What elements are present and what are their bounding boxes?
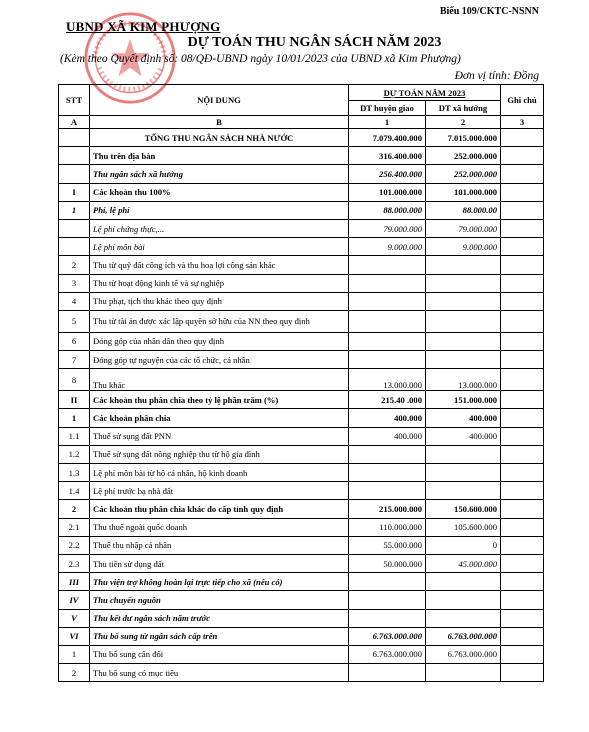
table-row xyxy=(59,554,544,572)
row-commune-estimate: 101.000.000 xyxy=(426,183,501,201)
row-note xyxy=(501,482,544,500)
row-commune-estimate: 6.763.000.000 xyxy=(426,627,501,645)
row-district-estimate: 316.400.000 xyxy=(349,147,426,165)
row-district-estimate xyxy=(349,351,426,369)
row-district-estimate: 400.000 xyxy=(349,427,426,445)
document-title: DỰ TOÁN THU NGÂN SÁCH NĂM 2023 xyxy=(187,35,442,50)
row-district-estimate xyxy=(349,274,426,292)
row-note xyxy=(501,165,544,183)
row-content: TỔNG THU NGÂN SÁCH NHÀ NƯỚC xyxy=(90,129,349,147)
row-stt: 8 xyxy=(59,369,90,391)
row-stt xyxy=(59,165,90,183)
row-content: Lệ phí môn bài từ hộ cá nhân, hộ kinh doanh xyxy=(90,464,349,482)
row-content: Lệ phí chứng thực,... xyxy=(90,219,349,237)
row-stt: 1.1 xyxy=(59,427,90,445)
table-row xyxy=(59,427,544,445)
row-note xyxy=(501,391,544,409)
row-district-estimate xyxy=(349,256,426,274)
table-row xyxy=(59,573,544,591)
row-commune-estimate xyxy=(426,351,501,369)
row-district-estimate: 6.763.000.000 xyxy=(349,645,426,663)
row-content: Thuế sử sụng đất nông nghiệp thu từ hộ gia đình xyxy=(90,445,349,463)
row-note xyxy=(501,351,544,369)
row-commune-estimate: 79.000.000 xyxy=(426,219,501,237)
table-row xyxy=(59,219,544,237)
col-note-header: Ghi chú xyxy=(501,85,544,116)
index-3: 3 xyxy=(501,116,544,129)
row-note xyxy=(501,238,544,256)
row-district-estimate xyxy=(349,445,426,463)
row-note xyxy=(501,445,544,463)
row-content: Thu từ hoạt động kinh tế và sự nghiệp xyxy=(90,274,349,292)
row-content: Các khoản thu phân chia khác do cấp tỉnh quy định xyxy=(90,500,349,518)
organization-name: UBND XÃ KIM PHƯỢNG xyxy=(66,19,221,34)
row-note xyxy=(501,183,544,201)
table-row xyxy=(59,500,544,518)
row-note xyxy=(501,500,544,518)
row-commune-estimate: 252.000.000 xyxy=(426,147,501,165)
row-content: Thu viện trợ không hoàn lại trực tiếp cho xã (nếu có) xyxy=(90,573,349,591)
table-row xyxy=(59,445,544,463)
table-row xyxy=(59,292,544,310)
row-note xyxy=(501,573,544,591)
row-note xyxy=(501,554,544,572)
table-row xyxy=(59,310,544,332)
row-district-estimate: 215.40 .000 xyxy=(349,391,426,409)
table-row xyxy=(59,609,544,627)
row-district-estimate: 50.000.000 xyxy=(349,554,426,572)
row-commune-estimate: 9.000.000 xyxy=(426,238,501,256)
row-district-estimate xyxy=(349,573,426,591)
row-stt: 2 xyxy=(59,500,90,518)
table-row xyxy=(59,591,544,609)
row-district-estimate: 6.763.000.000 xyxy=(349,627,426,645)
row-stt: 1 xyxy=(59,409,90,427)
row-district-estimate xyxy=(349,609,426,627)
row-content: Thu phạt, tịch thu khác theo quy định xyxy=(90,292,349,310)
row-stt: 1.3 xyxy=(59,464,90,482)
table-row xyxy=(59,238,544,256)
row-district-estimate: 79.000.000 xyxy=(349,219,426,237)
row-commune-estimate: 252.000.000 xyxy=(426,165,501,183)
row-note xyxy=(501,609,544,627)
row-content: Thu từ quỹ đất công ích và thu hoa lợi công sản khác xyxy=(90,256,349,274)
row-district-estimate: 110.000.000 xyxy=(349,518,426,536)
row-commune-estimate: 45.000.000 xyxy=(426,554,501,572)
row-commune-estimate xyxy=(426,591,501,609)
row-commune-estimate xyxy=(426,292,501,310)
row-stt: 2 xyxy=(59,664,90,682)
row-commune-estimate: 0 xyxy=(426,536,501,554)
row-note xyxy=(501,310,544,332)
row-stt: VI xyxy=(59,627,90,645)
row-stt xyxy=(59,238,90,256)
row-district-estimate xyxy=(349,664,426,682)
table-row xyxy=(59,147,544,165)
row-note xyxy=(501,292,544,310)
row-note xyxy=(501,536,544,554)
row-commune-estimate xyxy=(426,482,501,500)
row-content: Thuế thu nhập cá nhân xyxy=(90,536,349,554)
row-stt: 6 xyxy=(59,332,90,350)
row-district-estimate xyxy=(349,591,426,609)
row-district-estimate: 13.000.000 xyxy=(349,369,426,391)
row-commune-estimate: 6.763.000.000 xyxy=(426,645,501,663)
row-stt: II xyxy=(59,391,90,409)
row-stt: 5 xyxy=(59,310,90,332)
row-district-estimate xyxy=(349,332,426,350)
row-content: Thu bổ sung có mục tiêu xyxy=(90,664,349,682)
row-commune-estimate xyxy=(426,332,501,350)
table-row xyxy=(59,645,544,663)
row-commune-estimate xyxy=(426,310,501,332)
row-content: Thu kết dư ngân sách năm trước xyxy=(90,609,349,627)
row-content: Thu bổ sung từ ngân sách cấp trên xyxy=(90,627,349,645)
row-district-estimate: 400.000 xyxy=(349,409,426,427)
row-content: Các khoản thu phân chia theo tỷ lệ phần trăm (%) xyxy=(90,391,349,409)
row-district-estimate xyxy=(349,482,426,500)
row-stt xyxy=(59,129,90,147)
table-row xyxy=(59,201,544,219)
row-commune-estimate: 400.000 xyxy=(426,409,501,427)
row-note xyxy=(501,664,544,682)
row-commune-estimate xyxy=(426,274,501,292)
row-content: Thuế sử sụng đất PNN xyxy=(90,427,349,445)
col-commune-header: DT xã hướng xyxy=(426,101,501,116)
table-row xyxy=(59,536,544,554)
table-row xyxy=(59,518,544,536)
row-content: Thu thuế ngoài quốc doanh xyxy=(90,518,349,536)
row-note xyxy=(501,332,544,350)
budget-table xyxy=(58,84,544,682)
row-district-estimate xyxy=(349,464,426,482)
row-content: Lệ phí trước bạ nhà đất xyxy=(90,482,349,500)
row-note xyxy=(501,427,544,445)
row-stt: 1 xyxy=(59,645,90,663)
row-note xyxy=(501,201,544,219)
row-commune-estimate: 400.000 xyxy=(426,427,501,445)
index-a: A xyxy=(59,116,90,129)
row-note xyxy=(501,129,544,147)
table-row xyxy=(59,351,544,369)
row-stt: 2.2 xyxy=(59,536,90,554)
row-content: Phí, lệ phí xyxy=(90,201,349,219)
row-commune-estimate: 151.000.000 xyxy=(426,391,501,409)
row-district-estimate: 7.079.400.000 xyxy=(349,129,426,147)
col-estimate-group-header: DỰ TOÁN NĂM 2023 xyxy=(349,85,501,101)
row-commune-estimate xyxy=(426,256,501,274)
table-row xyxy=(59,183,544,201)
currency-unit: Đơn vị tính: Đồng xyxy=(454,70,539,82)
row-commune-estimate xyxy=(426,464,501,482)
document-subtitle: (Kèm theo Quyết định số: 08/QĐ-UBND ngày 10/01/2023 của UBND xã Kim Phượng) xyxy=(60,53,461,65)
row-district-estimate: 55.000.000 xyxy=(349,536,426,554)
row-stt: 2 xyxy=(59,256,90,274)
row-district-estimate xyxy=(349,292,426,310)
row-content: Đóng góp tự nguyện của các tổ chức, cá nhân xyxy=(90,351,349,369)
row-stt: 1 xyxy=(59,201,90,219)
col-content-header: NỘI DUNG xyxy=(90,85,349,116)
table-row xyxy=(59,409,544,427)
row-content: Lệ phí môn bài xyxy=(90,238,349,256)
row-district-estimate: 101.000.000 xyxy=(349,183,426,201)
row-content: Các khoản thu 100% xyxy=(90,183,349,201)
row-stt: 2.1 xyxy=(59,518,90,536)
row-content: Thu chuyển nguồn xyxy=(90,591,349,609)
row-stt: 4 xyxy=(59,292,90,310)
col-district-header: DT huyện giao xyxy=(349,101,426,116)
row-stt: 1.4 xyxy=(59,482,90,500)
row-stt: 1.2 xyxy=(59,445,90,463)
row-stt: V xyxy=(59,609,90,627)
row-district-estimate: 88.000.000 xyxy=(349,201,426,219)
row-note xyxy=(501,147,544,165)
table-row xyxy=(59,482,544,500)
row-commune-estimate: 13.000.000 xyxy=(426,369,501,391)
row-content: Đóng góp của nhân dân theo quy định xyxy=(90,332,349,350)
index-1: 1 xyxy=(349,116,426,129)
row-stt: I xyxy=(59,183,90,201)
row-content: Các khoản phân chia xyxy=(90,409,349,427)
row-note xyxy=(501,274,544,292)
table-row xyxy=(59,256,544,274)
table-row xyxy=(59,369,544,391)
table-row xyxy=(59,165,544,183)
row-district-estimate xyxy=(349,310,426,332)
row-note xyxy=(501,591,544,609)
row-stt: III xyxy=(59,573,90,591)
index-b: B xyxy=(90,116,349,129)
table-row xyxy=(59,274,544,292)
table-row xyxy=(59,464,544,482)
row-note xyxy=(501,645,544,663)
row-note xyxy=(501,464,544,482)
col-stt-header: STT xyxy=(59,85,90,116)
row-district-estimate: 215.000.000 xyxy=(349,500,426,518)
row-stt: 7 xyxy=(59,351,90,369)
row-commune-estimate xyxy=(426,609,501,627)
row-commune-estimate: 105.600.000 xyxy=(426,518,501,536)
row-note xyxy=(501,627,544,645)
table-row xyxy=(59,627,544,645)
row-commune-estimate: 150.600.000 xyxy=(426,500,501,518)
row-note xyxy=(501,369,544,391)
row-district-estimate: 256.400.000 xyxy=(349,165,426,183)
table-row xyxy=(59,129,544,147)
table-row xyxy=(59,332,544,350)
table-row xyxy=(59,391,544,409)
row-stt: IV xyxy=(59,591,90,609)
row-note xyxy=(501,518,544,536)
row-stt: 2.3 xyxy=(59,554,90,572)
row-content: Thu khác xyxy=(90,369,349,391)
form-code: Biểu 109/CKTC-NSNN xyxy=(439,6,539,17)
row-note xyxy=(501,219,544,237)
row-commune-estimate: 7.015.000.000 xyxy=(426,129,501,147)
row-district-estimate: 9.000.000 xyxy=(349,238,426,256)
row-commune-estimate: 88.000.00 xyxy=(426,201,501,219)
row-content: Thu ngân sách xã hưởng xyxy=(90,165,349,183)
row-content: Thu tiền sử dụng đất xyxy=(90,554,349,572)
row-stt xyxy=(59,219,90,237)
row-commune-estimate xyxy=(426,573,501,591)
index-2: 2 xyxy=(426,116,501,129)
row-commune-estimate xyxy=(426,664,501,682)
row-commune-estimate xyxy=(426,445,501,463)
row-content: Thu bổ sung cân đối xyxy=(90,645,349,663)
row-note xyxy=(501,256,544,274)
row-content: Thu trên địa bàn xyxy=(90,147,349,165)
row-stt xyxy=(59,147,90,165)
row-note xyxy=(501,409,544,427)
table-row xyxy=(59,664,544,682)
row-content: Thu từ tài ản được xác lập quyền sở hữu của NN theo quy định xyxy=(90,310,349,332)
row-stt: 3 xyxy=(59,274,90,292)
